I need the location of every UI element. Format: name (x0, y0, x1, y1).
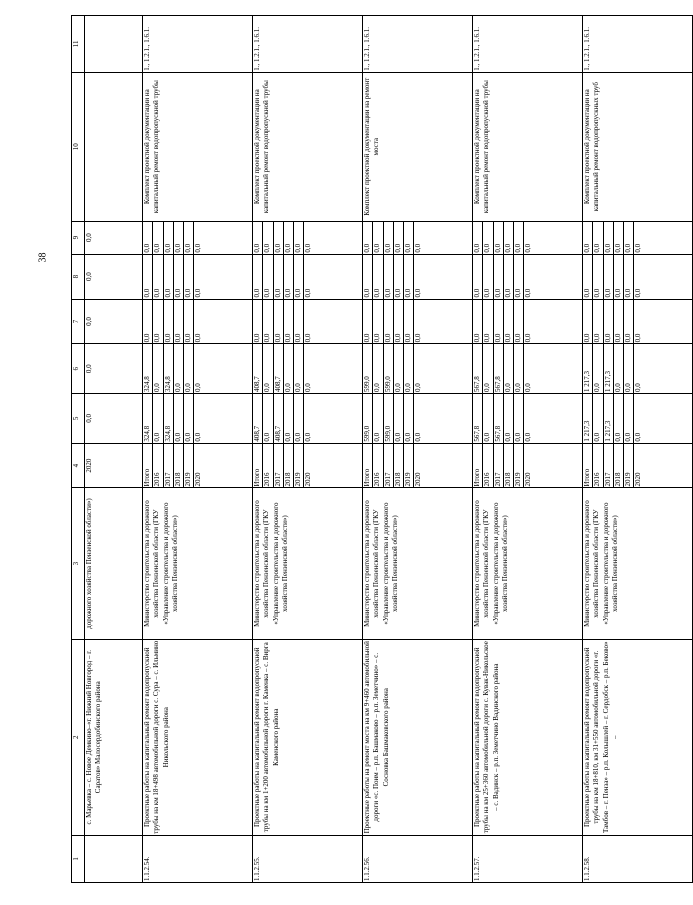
value-cell: 0,0 (263, 394, 273, 443)
column-number-row (72, 16, 85, 883)
activity-name: Проектные работы на ремонт моста на км 9+460 автомобильной дороги «с. Поим – р.п. Башмаково – р.п. Земетчино» – с. Сосновка Башмаковского района (363, 639, 473, 835)
value-cell: 2017 (273, 444, 283, 488)
value-cell: 0,0 (493, 222, 503, 254)
year-column (143, 443, 253, 488)
year-column-list (473, 444, 534, 488)
value-cell: 408,7 (273, 394, 283, 443)
value-cell: 0,0 (583, 300, 593, 344)
value-cell: 0,0 (163, 300, 173, 344)
value-cell: 0,0 (634, 243, 643, 253)
value-cell: 0,0 (483, 344, 493, 393)
value-cell: 408,7 (273, 344, 283, 393)
executor: Министерство строительства и дорожного хозяйства Пензенской области (ГКУ «Управление строительства и дорожного хозяйства Пензенской области») (363, 488, 473, 639)
total-funding-column-list (473, 394, 534, 443)
value-cell: 2019 (624, 444, 634, 488)
value-cell: 0,0 (85, 344, 143, 394)
value-cell: 0,0 (173, 255, 183, 299)
value-cell: 0,0 (593, 300, 603, 344)
row-code (85, 835, 143, 882)
federal-budget-column (473, 299, 583, 344)
year-column-list (143, 444, 204, 488)
regional-budget-column (473, 344, 583, 394)
executor: дорожного хозяйства Пензенской области») (85, 488, 143, 639)
value-cell: 1 217,3 (583, 394, 593, 443)
value-cell: 0,0 (603, 255, 613, 299)
value-cell: 2020 (634, 472, 643, 487)
value-cell: 0,0 (593, 344, 603, 393)
result-cell: Комплект проектной документации на ремонт моста (363, 72, 473, 221)
value-cell: 0,0 (194, 243, 203, 253)
value-cell: 0,0 (634, 333, 643, 343)
value-cell: 2019 (294, 444, 304, 488)
value-cell: 0,0 (473, 255, 483, 299)
value-cell: 0,0 (85, 299, 143, 344)
value-cell: 0,0 (373, 344, 383, 393)
value-cell: 0,0 (184, 344, 194, 393)
value-cell: 0,0 (304, 432, 313, 442)
value-cell: 0,0 (153, 394, 163, 443)
value-cell: 0,0 (283, 344, 293, 393)
value-cell: 0,0 (393, 222, 403, 254)
value-cell: 0,0 (483, 222, 493, 254)
value-cell: 0,0 (393, 344, 403, 393)
value-cell: 2016 (263, 444, 273, 488)
value-cell: 0,0 (304, 333, 313, 343)
value-cell: 0,0 (194, 333, 203, 343)
indicator-cell: 1., 1.2.1., 1.6.1. (143, 16, 253, 73)
value-cell: 0,0 (414, 243, 423, 253)
value-cell: 0,0 (634, 288, 643, 298)
value-cell: 0,0 (263, 300, 273, 344)
row-code: 1.1.2.58. (583, 835, 693, 882)
table-row (583, 16, 693, 883)
table-row (253, 16, 363, 883)
value-cell: 0,0 (613, 344, 623, 393)
local-budget-column (473, 254, 583, 299)
indicator-cell: 1., 1.2.1., 1.6.1. (473, 16, 583, 73)
value-cell: 0,0 (153, 344, 163, 393)
value-cell: 0,0 (294, 300, 304, 344)
total-funding-column-list (143, 394, 204, 443)
value-cell: 0,0 (624, 394, 634, 443)
value-cell: 0,0 (263, 344, 273, 393)
local-budget-column-list (583, 255, 644, 299)
value-cell: 0,0 (483, 394, 493, 443)
federal-budget-column (143, 299, 253, 344)
other-sources-column-list (583, 222, 644, 254)
value-cell: 0,0 (404, 255, 414, 299)
value-cell: 0,0 (493, 300, 503, 344)
column-number: 11 (72, 16, 85, 73)
value-cell: 0,0 (184, 255, 194, 299)
value-cell: 1 217,3 (603, 344, 613, 393)
activity-name: с. Марьевка – с. Новое Демкино–«г. Нижний Новгород – г. Саратов» Малосердобинского района (85, 639, 143, 835)
value-cell: 0,0 (253, 255, 263, 299)
value-cell: 567,8 (473, 394, 483, 443)
value-cell: Итого (363, 444, 373, 488)
value-cell: 0,0 (473, 300, 483, 344)
value-cell: 0,0 (593, 255, 603, 299)
value-cell: 0,0 (273, 255, 283, 299)
local-budget-column-list (143, 255, 204, 299)
row-code: 1.1.2.57. (473, 835, 583, 882)
value-cell: 0,0 (514, 300, 524, 344)
activity-name: Проектные работы на капитальный ремонт водопропускной трубы на км 18+498 автомобильной дороги с. Сура – с. Ильмино Никольского района (143, 639, 253, 835)
value-cell: 2018 (503, 444, 513, 488)
regional-budget-column-list (473, 344, 534, 393)
value-cell: 0,0 (514, 344, 524, 393)
column-number: 3 (72, 488, 85, 639)
indicator-cell: 1., 1.2.1., 1.6.1. (253, 16, 363, 73)
total-funding-column (363, 394, 473, 444)
value-cell: 2016 (483, 444, 493, 488)
value-cell: 2017 (603, 444, 613, 488)
value-cell: 0,0 (143, 222, 153, 254)
row-code: 1.1.2.56. (363, 835, 473, 882)
value-cell: 2020 (194, 472, 203, 487)
value-cell: 0,0 (363, 255, 373, 299)
row-code: 1.1.2.55. (253, 835, 363, 882)
value-cell: 0,0 (634, 383, 643, 393)
regional-budget-column (143, 344, 253, 394)
federal-budget-column-list (143, 300, 204, 344)
local-budget-column-list (363, 255, 424, 299)
value-cell: 0,0 (593, 394, 603, 443)
regional-budget-column (363, 344, 473, 394)
value-cell: 2020 (414, 472, 423, 487)
page-number: 38 (37, 252, 49, 263)
column-number: 10 (72, 72, 85, 221)
indicator-cell (85, 16, 143, 73)
value-cell: 2020 (524, 472, 533, 487)
value-cell: 0,0 (173, 394, 183, 443)
value-cell: 0,0 (414, 288, 423, 298)
result-cell: Комплект проектной документации на капитальный ремонт водопропускной трубы (473, 72, 583, 221)
value-cell: 0,0 (194, 432, 203, 442)
value-cell: 0,0 (143, 300, 153, 344)
value-cell: 324,8 (163, 344, 173, 393)
value-cell: 599,0 (383, 344, 393, 393)
value-cell: 0,0 (603, 300, 613, 344)
value-cell: 599,0 (363, 344, 373, 393)
value-cell: 0,0 (163, 222, 173, 254)
value-cell: 0,0 (493, 255, 503, 299)
value-cell: 0,0 (263, 255, 273, 299)
value-cell: 0,0 (613, 222, 623, 254)
value-cell: 0,0 (283, 255, 293, 299)
value-cell: 0,0 (153, 300, 163, 344)
value-cell: 0,0 (483, 255, 493, 299)
value-cell: 2016 (373, 444, 383, 488)
executor: Министерство строительства и дорожного хозяйства Пензенской области (ГКУ «Управление строительства и дорожного хозяйства Пензенской области») (473, 488, 583, 639)
year-column (473, 443, 583, 488)
value-cell: 0,0 (404, 394, 414, 443)
value-cell: 0,0 (624, 222, 634, 254)
federal-budget-column-list (473, 300, 534, 344)
value-cell: 0,0 (373, 222, 383, 254)
federal-budget-column (253, 299, 363, 344)
value-cell: 0,0 (613, 394, 623, 443)
value-cell: 0,0 (304, 383, 313, 393)
value-cell: 0,0 (524, 243, 533, 253)
value-cell: 2017 (493, 444, 503, 488)
value-cell: 0,0 (153, 222, 163, 254)
total-funding-column (473, 394, 583, 444)
executor: Министерство строительства и дорожного хозяйства Пензенской области (ГКУ «Управление строительства и дорожного хозяйства Пензенской области») (143, 488, 253, 639)
value-cell: Итого (143, 444, 153, 488)
value-cell: 0,0 (273, 222, 283, 254)
value-cell: 0,0 (383, 255, 393, 299)
year-column-list (253, 444, 314, 488)
value-cell: Итого (583, 444, 593, 488)
value-cell: 0,0 (373, 255, 383, 299)
value-cell: 0,0 (414, 383, 423, 393)
total-funding-column-list (363, 394, 424, 443)
regional-budget-column-list (143, 344, 204, 393)
column-number: 6 (72, 344, 85, 394)
value-cell: 0,0 (603, 222, 613, 254)
value-cell: 0,0 (383, 222, 393, 254)
value-cell: 0,0 (404, 222, 414, 254)
value-cell: 1 217,3 (603, 394, 613, 443)
value-cell: 0,0 (294, 222, 304, 254)
value-cell: 0,0 (503, 394, 513, 443)
table-row (363, 16, 473, 883)
value-cell: 2019 (404, 444, 414, 488)
value-cell: 2019 (184, 444, 194, 488)
indicator-cell: 1., 1.2.1., 1.6.1. (583, 16, 693, 73)
value-cell: 2016 (153, 444, 163, 488)
column-number: 5 (72, 394, 85, 444)
value-cell: 0,0 (294, 394, 304, 443)
other-sources-column (583, 221, 693, 254)
value-cell: 0,0 (624, 255, 634, 299)
value-cell: 0,0 (613, 300, 623, 344)
other-sources-column (143, 221, 253, 254)
result-cell: Комплект проектной документации на капитальный ремонт водопропускной трубы (143, 72, 253, 221)
value-cell: 0,0 (593, 222, 603, 254)
regional-budget-column-list (363, 344, 424, 393)
other-sources-column (363, 221, 473, 254)
column-number: 8 (72, 254, 85, 299)
value-cell: 0,0 (153, 255, 163, 299)
column-number: 9 (72, 221, 85, 254)
year-column (253, 443, 363, 488)
value-cell: 2018 (173, 444, 183, 488)
year-column (363, 443, 473, 488)
value-cell: 408,7 (253, 394, 263, 443)
value-cell: 0,0 (524, 288, 533, 298)
total-funding-column (583, 394, 693, 444)
federal-budget-column-list (363, 300, 424, 344)
value-cell: 0,0 (414, 432, 423, 442)
value-cell: 0,0 (373, 300, 383, 344)
other-sources-column-list (363, 222, 424, 254)
value-cell: 0,0 (524, 333, 533, 343)
result-cell: Комплект проектной документации на капитальный ремонт водопропускных труб (583, 72, 693, 221)
column-number: 1 (72, 835, 85, 882)
value-cell: 0,0 (514, 255, 524, 299)
indicator-cell: 1., 1.2.1., 1.6.1. (363, 16, 473, 73)
local-budget-column (363, 254, 473, 299)
value-cell: 324,8 (143, 344, 153, 393)
activity-name: Проектные работы на капитальный ремонт водопропускной трубы на км 1+200 автомобильной дороги г. Каменка – с. Вирга Каменского района (253, 639, 363, 835)
local-budget-column-list (473, 255, 534, 299)
value-cell: 0,0 (404, 300, 414, 344)
value-cell: 567,8 (493, 394, 503, 443)
value-cell: 0,0 (503, 222, 513, 254)
value-cell: 0,0 (404, 344, 414, 393)
value-cell: 0,0 (184, 222, 194, 254)
value-cell: 0,0 (304, 288, 313, 298)
value-cell: 2019 (514, 444, 524, 488)
value-cell: 0,0 (514, 222, 524, 254)
result-cell (85, 72, 143, 221)
value-cell: 0,0 (624, 300, 634, 344)
value-cell: 0,0 (283, 394, 293, 443)
value-cell: 0,0 (273, 300, 283, 344)
regional-budget-column-list (583, 344, 644, 393)
value-cell: 0,0 (143, 255, 153, 299)
value-cell: 0,0 (524, 432, 533, 442)
local-budget-column (583, 254, 693, 299)
value-cell: 0,0 (624, 344, 634, 393)
column-number: 7 (72, 299, 85, 344)
regional-budget-column-list (253, 344, 314, 393)
executor: Министерство строительства и дорожного хозяйства Пензенской области (ГКУ «Управление строительства и дорожного хозяйства Пензенской области») (583, 488, 693, 639)
total-funding-column (143, 394, 253, 444)
local-budget-column-list (253, 255, 314, 299)
federal-budget-column-list (583, 300, 644, 344)
value-cell: 0,0 (294, 344, 304, 393)
value-cell: 0,0 (514, 394, 524, 443)
value-cell: 0,0 (583, 255, 593, 299)
value-cell: 0,0 (383, 300, 393, 344)
value-cell: 0,0 (184, 300, 194, 344)
value-cell: 0,0 (393, 394, 403, 443)
column-number: 4 (72, 443, 85, 488)
value-cell: Итого (253, 444, 263, 488)
regional-budget-column (253, 344, 363, 394)
value-cell: 599,0 (363, 394, 373, 443)
value-cell: 0,0 (85, 394, 143, 444)
value-cell: 2020 (304, 472, 313, 487)
value-cell: 0,0 (634, 432, 643, 442)
value-cell: Итого (473, 444, 483, 488)
value-cell: 0,0 (483, 300, 493, 344)
value-cell: 0,0 (524, 383, 533, 393)
value-cell: 0,0 (373, 394, 383, 443)
total-funding-column (253, 394, 363, 444)
value-cell: 324,8 (163, 394, 173, 443)
value-cell: 0,0 (473, 222, 483, 254)
value-cell: 0,0 (363, 222, 373, 254)
value-cell: 567,8 (473, 344, 483, 393)
result-cell: Комплект проектной документации на капитальный ремонт водопропускной трубы (253, 72, 363, 221)
value-cell: 0,0 (393, 300, 403, 344)
value-cell: 0,0 (294, 255, 304, 299)
year-column-list (363, 444, 424, 488)
value-cell: 324,8 (143, 394, 153, 443)
federal-budget-column-list (253, 300, 314, 344)
value-cell: 1 217,3 (583, 344, 593, 393)
value-cell: 2017 (383, 444, 393, 488)
value-cell: 0,0 (283, 300, 293, 344)
value-cell: 2018 (283, 444, 293, 488)
value-cell: 2018 (613, 444, 623, 488)
row-code: 1.1.2.54. (143, 835, 253, 882)
year-column-list (583, 444, 644, 488)
year-cell: 2020 (85, 443, 143, 488)
value-cell: 2018 (393, 444, 403, 488)
value-cell: 0,0 (583, 222, 593, 254)
other-sources-column-list (473, 222, 534, 254)
value-cell: 0,0 (363, 300, 373, 344)
value-cell: 0,0 (503, 300, 513, 344)
value-cell: 0,0 (194, 383, 203, 393)
value-cell: 0,0 (194, 288, 203, 298)
value-cell: 567,8 (493, 344, 503, 393)
value-cell: 0,0 (253, 300, 263, 344)
value-cell: 599,0 (383, 394, 393, 443)
value-cell: 0,0 (173, 300, 183, 344)
table-row (143, 16, 253, 883)
value-cell: 0,0 (163, 255, 173, 299)
value-cell: 0,0 (253, 222, 263, 254)
value-cell: 0,0 (283, 222, 293, 254)
value-cell: 0,0 (393, 255, 403, 299)
activity-name: Проектные работы на капитальный ремонт водопропускной трубы на км 18+810, км 31+550 автомобильной дороги «г. Тамбов – г. Пенза» – р.п. Колышлей – г. Сердобск – р.п. Беково» – (583, 639, 693, 835)
value-cell: 0,0 (184, 394, 194, 443)
total-funding-column-list (583, 394, 644, 443)
federal-budget-column (583, 299, 693, 344)
local-budget-column (143, 254, 253, 299)
value-cell: 2016 (593, 444, 603, 488)
value-cell: 0,0 (173, 344, 183, 393)
value-cell: 0,0 (414, 333, 423, 343)
value-cell: 0,0 (85, 254, 143, 299)
value-cell: 0,0 (503, 344, 513, 393)
year-column (583, 443, 693, 488)
carry-over-row (85, 16, 143, 883)
table-row (473, 16, 583, 883)
value-cell: 0,0 (263, 222, 273, 254)
activity-name: Проектные работы на капитальный ремонт водопропускной трубы на км 25+360 автомобильной дороги с. Кувак-Никольское – с. Вадинск – р.п. Земетчино Вадинского района (473, 639, 583, 835)
value-cell: 2017 (163, 444, 173, 488)
value-cell: 408,7 (253, 344, 263, 393)
program-table (71, 15, 693, 883)
other-sources-column-list (253, 222, 314, 254)
other-sources-column-list (143, 222, 204, 254)
other-sources-column (253, 221, 363, 254)
other-sources-column (473, 221, 583, 254)
value-cell: 0,0 (613, 255, 623, 299)
executor: Министерство строительства и дорожного хозяйства Пензенской области (ГКУ «Управление строительства и дорожного хозяйства Пензенской области») (253, 488, 363, 639)
value-cell: 0,0 (304, 243, 313, 253)
local-budget-column (253, 254, 363, 299)
column-number: 2 (72, 639, 85, 835)
value-cell: 0,0 (173, 222, 183, 254)
federal-budget-column (363, 299, 473, 344)
value-cell: 0,0 (503, 255, 513, 299)
value-cell: 0,0 (85, 221, 143, 254)
total-funding-column-list (253, 394, 314, 443)
regional-budget-column (583, 344, 693, 394)
